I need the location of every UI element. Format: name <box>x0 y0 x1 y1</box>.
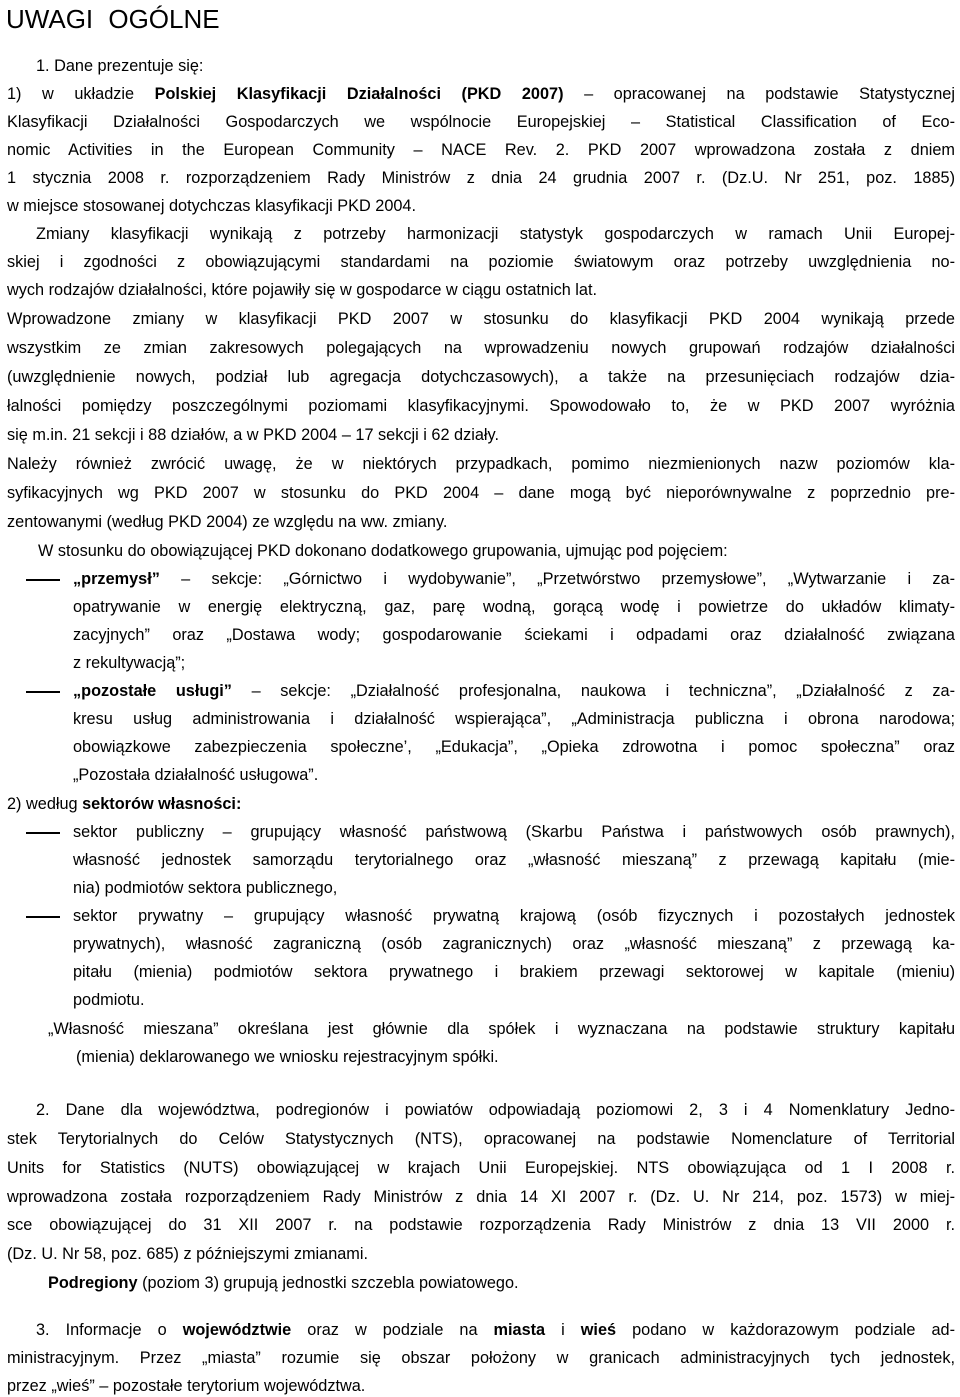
paragraph-line: Units for Statistics (NUTS) obowiązującej w krajach Unii Europejskiej. NTS obowiązująca od 1 I 2008 r. <box>7 1159 955 1177</box>
page-title: UWAGI OGÓLNE <box>6 4 220 34</box>
list-item-line: „przemysł” – sekcje: „Górnictwo i wydobywanie”, „Przetwórstwo przemysłowe”, „Wytwarzanie i za- <box>73 570 955 588</box>
paragraph-line: (Dz. U. Nr 58, poz. 685) z późniejszymi zmianami. <box>7 1245 369 1263</box>
paragraph-line: przez „wieś” – pozostałe terytorium województwa. <box>7 1377 366 1395</box>
list-item-line: sektor publiczny – grupujący własność państwową (Skarbu Państwa i państwowych osób prawnych), <box>73 823 955 841</box>
paragraph-line: nomic Activities in the European Community – NACE Rev. 2. PKD 2007 wprowadzona została z dniem <box>7 141 955 159</box>
list-item-line: prywatnych), własność zagraniczną (osób zagranicznych) oraz „własność mieszaną” z przewagą ka- <box>73 935 955 953</box>
list-item-line: własność jednostek samorządu terytorialnego oraz „własność mieszaną” z przewagą kapitału (mie- <box>73 851 955 869</box>
paragraph-line: 3. Informacje o województwie oraz w podziale na miasta i wieś podano w każdorazowym podziale ad- <box>36 1321 955 1339</box>
list-dash <box>26 569 60 589</box>
list-item-line: nia) podmiotów sektora publicznego, <box>73 879 338 897</box>
paragraph-line: 2) według sektorów własności: <box>7 795 242 813</box>
paragraph-line: wszystkim ze zmian zakresowych polegających na wprowadzeniu nowych grupowań rodzajów działalności <box>7 339 955 357</box>
paragraph-line: łalności pomiędzy poszczególnymi poziomami klasyfikacyjnymi. Spowodowało to, że w PKD 2007 wyróżnia <box>7 397 955 415</box>
list-dash <box>26 681 60 701</box>
list-item-line: „pozostałe usługi” – sekcje: „Działalność profesjonalna, naukowa i techniczna”, „Działalność z za- <box>73 682 955 700</box>
paragraph-line: się m.in. 21 sekcji i 88 działów, a w PKD 2004 – 17 sekcji i 62 działy. <box>7 426 499 444</box>
list-item-line: opatrywanie w energię elektryczną, gaz, parę wodną, gorącą wodę i powietrze do układów klimaty- <box>73 598 955 616</box>
paragraph-line: W stosunku do obowiązującej PKD dokonano dodatkowego grupowania, ujmując pod pojęciem: <box>38 542 728 560</box>
paragraph-line: „Własność mieszana” określana jest głównie dla spółek i wyznaczana na podstawie struktury kapitału <box>48 1020 955 1038</box>
list-item-line: obowiązkowe zabezpieczenia społeczne’, „Edukacja”, „Opieka zdrowotna i pomoc społeczna” oraz <box>73 738 955 756</box>
list-item-line: zacyjnych” oraz „Dostawa wody; gospodarowanie ściekami i odpadami oraz działalność związana <box>73 626 955 644</box>
paragraph-line: w miejsce stosowanej dotychczas klasyfikacji PKD 2004. <box>7 197 417 215</box>
paragraph-line: 2. Dane dla województwa, podregionów i powiatów odpowiadają poziomowi 2, 3 i 4 Nomenklatury Jedno- <box>36 1101 955 1119</box>
paragraph-line: (uwzględnienie nowych, podział lub agregacja dotychczasowych), a także na przesunięciach rodzajów dzia- <box>7 368 955 386</box>
paragraph-line: Należy również zwrócić uwagę, że w niektórych przypadkach, pomimo niezmienionych nazw poziomów kla- <box>7 455 955 473</box>
paragraph-line: Podregiony (poziom 3) grupują jednostki szczebla powiatowego. <box>48 1274 519 1292</box>
paragraph-line: wych rodzajów działalności, które pojawiły się w gospodarce w ciągu ostatnich lat. <box>7 281 598 299</box>
list-item-line: kresu usług administrowania i działalność wspierająca”, „Administracja publiczna i obrona narodowa; <box>73 710 955 728</box>
paragraph-line: Wprowadzone zmiany w klasyfikacji PKD 2007 w stosunku do klasyfikacji PKD 2004 wynikają przede <box>7 310 955 328</box>
paragraph-line: (mienia) deklarowanego we wniosku rejestracyjnym spółki. <box>76 1048 499 1066</box>
paragraph-line: ministracyjnym. Przez „miasta” rozumie się obszar położony w granicach administracyjnych tych jednostek, <box>7 1349 955 1367</box>
list-item-line: pitału (mienia) podmiotów sektora prywatnego i brakiem przewagi sektorowej w kapitale (mieniu) <box>73 963 955 981</box>
paragraph-line: Zmiany klasyfikacji wynikają z potrzeby harmonizacji statystyk gospodarczych w ramach Unii Europej- <box>36 225 955 243</box>
list-item-line: z rekultywacją”; <box>73 654 186 672</box>
list-item-line: podmiotu. <box>73 991 145 1009</box>
paragraph-line: 1. Dane prezentuje się: <box>36 57 204 75</box>
paragraph-line: zentowanymi (według PKD 2004) ze względu na ww. zmiany. <box>7 513 448 531</box>
list-dash <box>26 822 60 842</box>
paragraph-line: wprowadzona została rozporządzeniem Rady Ministrów z dnia 14 XI 2007 r. (Dz. U. Nr 214, poz. 1573) w miej- <box>7 1188 955 1206</box>
paragraph-line: syfikacyjnych wg PKD 2007 w stosunku do PKD 2004 – dane mogą być nieporównywalne z poprzednio pre- <box>7 484 955 502</box>
list-item-line: „Pozostała działalność usługowa”. <box>73 766 319 784</box>
list-dash <box>26 906 60 926</box>
paragraph-line: skiej i zgodności z obowiązującymi standardami na poziomie światowym oraz potrzeby uwzględnienia no- <box>7 253 955 271</box>
paragraph-line: 1 stycznia 2008 r. rozporządzeniem Rady Ministrów z dnia 24 grudnia 2007 r. (Dz.U. Nr 251, poz. 1885) <box>7 169 955 187</box>
paragraph-line: sce obowiązującej do 31 XII 2007 r. na podstawie rozporządzenia Rady Ministrów z dnia 13 VII 2000 r. <box>7 1216 955 1234</box>
paragraph-line: stek Terytorialnych do Celów Statystycznych (NTS), opracowanej na podstawie Nomenclature of Territorial <box>7 1130 955 1148</box>
list-item-line: sektor prywatny – grupujący własność prywatną krajową (osób fizycznych i pozostałych jednostek <box>73 907 955 925</box>
paragraph-line: Klasyfikacji Działalności Gospodarczych we wspólnocie Europejskiej – Statistical Classification of Eco- <box>7 113 955 131</box>
paragraph-line: 1) w układzie Polskiej Klasyfikacji Działalności (PKD 2007) – opracowanej na podstawie Statystycznej <box>7 85 955 103</box>
